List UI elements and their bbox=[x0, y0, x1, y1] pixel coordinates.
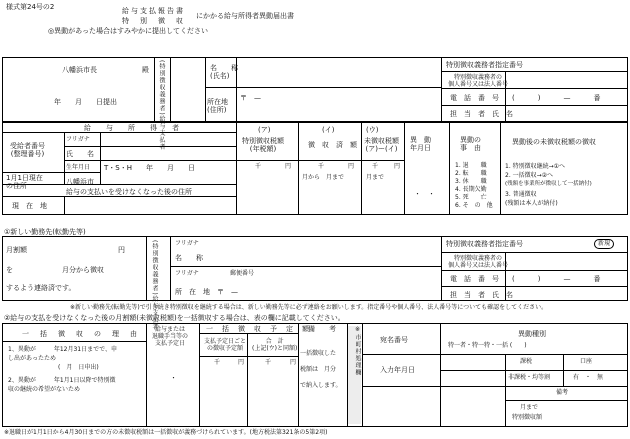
name-label: 氏 名 bbox=[66, 150, 94, 158]
dob-label: 生年月日 bbox=[66, 164, 91, 171]
lump-reason-header: 一 括 徴 収 の 理 由 bbox=[22, 330, 139, 338]
plan-b-sen: 千 bbox=[265, 359, 272, 366]
reason-5[interactable]: 5. 死 亡 bbox=[455, 194, 487, 201]
lump-reason-1c[interactable]: ( 月 日申出) bbox=[58, 364, 99, 371]
remarks-2: 備考 bbox=[556, 389, 569, 396]
addressee-honorific: 殿 bbox=[142, 66, 149, 74]
from-month-text[interactable]: を 月分から徴収 bbox=[6, 266, 104, 274]
recipient-no-label-2: 宛名番号 bbox=[380, 336, 408, 344]
new-staff-label: 担 当 者 氏 名 bbox=[450, 291, 513, 299]
payer-staff-label: 担 当 者 氏 名 bbox=[450, 110, 513, 118]
city-processing-column: ※市町村処理欄 bbox=[348, 326, 361, 424]
reason-1[interactable]: 1. 退 職 bbox=[455, 162, 487, 169]
payer-postal-mark[interactable]: 〒 — bbox=[240, 94, 261, 102]
amount-b-sen: 千 bbox=[318, 163, 325, 170]
amount-a-label: (ア) bbox=[258, 126, 271, 134]
new-employer-side-label: (特別徴収義務者)給与支払者 bbox=[151, 240, 158, 331]
submit-date[interactable]: 年 月 日提出 bbox=[54, 98, 117, 106]
pay-date-column: 給与または 退職手当等の 支払予定日 bbox=[152, 326, 189, 347]
amount-c-title: 未徴収税額 (ア)ー(イ) bbox=[364, 137, 399, 153]
after-item-3-note: (残額は本人が納付) bbox=[505, 200, 558, 207]
form-number: 様式第24号の2 bbox=[6, 3, 55, 11]
amount-b-label: (イ) bbox=[322, 126, 335, 134]
remarks-text-1: 一括徴収した bbox=[300, 350, 337, 357]
after-item-2[interactable]: 2. 一括徴収→②へ bbox=[505, 172, 554, 179]
special-amount: 特別徴収額 bbox=[512, 414, 543, 421]
new-furigana-label-2: フリガナ bbox=[175, 270, 199, 277]
furigana-label: フリガナ bbox=[66, 136, 90, 143]
plan-b-yen: 円 bbox=[290, 359, 297, 366]
payer-address-label: 所在地 (住所) bbox=[207, 98, 228, 114]
new-phone-label: 電 話 番 号 bbox=[450, 275, 499, 283]
yes-no[interactable]: 有 ・ 無 bbox=[573, 374, 604, 381]
form-flag[interactable]: 非課税・均等割 bbox=[508, 374, 551, 381]
plan-total: 合 計 (上記(ウ)と同額) bbox=[252, 338, 298, 352]
addressee-city: 八幡浜市長 bbox=[62, 66, 97, 74]
after-item-2-note: (残額を事業所が徴収して一括納付) bbox=[505, 181, 592, 187]
payer-side-label: (特別徴収義務者)給与支払者 bbox=[158, 60, 165, 151]
dob-era[interactable]: T・S・H 年 月 日 bbox=[104, 164, 195, 172]
amount-a-yen: 円 bbox=[285, 163, 292, 170]
plan-per-date: 支払予定日ごと の徴収予定額 bbox=[204, 338, 247, 352]
pay-date-dot[interactable]: ・ bbox=[170, 374, 177, 382]
after-item-1[interactable]: 1. 特別徴収継続→①へ bbox=[505, 163, 566, 170]
change-date-dots[interactable]: ・ ・ bbox=[414, 190, 435, 198]
new-name-label: 名 称 bbox=[175, 254, 203, 262]
plan-a-yen: 円 bbox=[238, 359, 245, 366]
reason-4[interactable]: 4. 長期欠勤 bbox=[455, 186, 487, 193]
current-address-label: 現 在 地 bbox=[12, 202, 47, 210]
note-1: ※新しい勤務先(転勤先等)で引き続き特別徴収を継続する場合は、新しい勤務先等に必ず連絡をお願いします。指定番号や個人番号、法人番号等についても確認をしてください。 bbox=[70, 304, 548, 311]
remarks-text-2[interactable]: 税額は 月分 bbox=[300, 366, 337, 373]
remarks-text-3: で納入します。 bbox=[300, 382, 342, 389]
title-suffix: にかかる給与所得者異動届出書 bbox=[196, 12, 294, 20]
title-line1: 給与支払報告書 bbox=[122, 7, 185, 15]
plan-a-sen: 千 bbox=[214, 359, 221, 366]
new-postal-label: 郵便番号 bbox=[230, 270, 255, 277]
change-kind-options[interactable]: 特一者・特一特・一括 ( ) bbox=[448, 342, 527, 349]
amount-c-yen: 円 bbox=[394, 163, 401, 170]
payer-corp-no-label: 特別徴収義務者の 個人番号又は法人番号 bbox=[448, 74, 509, 88]
amount-a-sen: 千 bbox=[255, 163, 262, 170]
collection-period[interactable]: 月から 月まで bbox=[302, 174, 345, 181]
no-pay-address-label: 給与の支払いを受けなくなった後の住所 bbox=[66, 188, 192, 196]
collection-period-end[interactable]: 月まで bbox=[366, 174, 385, 181]
plan-header: 一 括 徴 収 予 定 額 bbox=[206, 325, 310, 333]
payer-phone-format[interactable]: ( ) — 番 bbox=[512, 94, 604, 102]
new-badge: 新規 bbox=[594, 239, 614, 249]
recipient-no-label: 受給者番号 (整理番号) bbox=[10, 142, 45, 158]
reason-3[interactable]: 3. 休 職 bbox=[455, 178, 487, 185]
notice-text: ◎異動があった場合はすみやかに提出してください bbox=[48, 27, 209, 35]
lump-heading: ②給与の支払を受けなくなった後の月割額(未徴収税額)を一括徴収する場合は、表の欄に記載してください。 bbox=[4, 314, 345, 322]
lump-reason-2b: 収の継続の希望がないため bbox=[8, 386, 81, 393]
new-phone-format[interactable]: ( ) — 番 bbox=[512, 275, 604, 283]
amount-c-sen: 千 bbox=[372, 163, 379, 170]
lump-reason-1a[interactable]: 1、異動が 年12月31日までで、申 bbox=[8, 346, 117, 353]
entry-date-label: 入力年月日 bbox=[380, 366, 415, 374]
payer-designation-label: 特別徴収義務者指定番号 bbox=[446, 61, 523, 69]
after-item-3[interactable]: 3. 普通徴収 bbox=[505, 191, 537, 198]
amount-c-label: (ウ) bbox=[366, 126, 379, 134]
title-line2: 特 別 徴 収 bbox=[122, 17, 185, 25]
employee-header: 給 与 所 得 者 bbox=[84, 124, 183, 132]
jan1-address-label: 1月1日現在 の住所 bbox=[6, 174, 43, 190]
payer-name-label: 名 称 (氏名) bbox=[210, 64, 238, 80]
note-2: ※退職日が1月1日から4月30日までの方の未徴収税額は一括徴収が義務づけられています。(地方税法第321条の5第2項) bbox=[4, 429, 328, 436]
amount-b-title: 徴 収 済 額 bbox=[308, 141, 357, 149]
amount-b-yen: 円 bbox=[348, 163, 355, 170]
monthly-amount-label: 月割額 bbox=[6, 246, 27, 254]
jan1-city: 八幡浜市 bbox=[66, 178, 94, 186]
new-designation-label: 特別徴収義務者指定番号 bbox=[446, 240, 523, 248]
change-reason-label: 異動の 事 由 bbox=[460, 136, 481, 152]
lump-reason-2a[interactable]: 2、異動が 年1月1日以降で特別徴 bbox=[8, 377, 116, 384]
taxation-label: 課税 bbox=[520, 358, 533, 365]
from-month-2[interactable]: 月まで bbox=[520, 404, 539, 411]
monthly-amount-yen: 円 bbox=[118, 246, 125, 254]
payer-phone-label: 電 話 番 号 bbox=[450, 94, 499, 102]
new-furigana-label: フリガナ bbox=[175, 240, 199, 247]
contact-text: するよう連絡済です。 bbox=[6, 284, 76, 292]
account-label: 口座 bbox=[580, 358, 593, 365]
new-employer-heading: ①新しい勤務先(転勤先等) bbox=[4, 228, 86, 236]
reason-2[interactable]: 2. 転 職 bbox=[455, 170, 487, 177]
new-corp-no-label: 特別徴収義務者の 個人番号又は法人番号 bbox=[448, 255, 509, 269]
change-date-label: 異 動 年月日 bbox=[410, 136, 431, 152]
lump-reason-1b: し出があったため bbox=[8, 355, 56, 362]
new-address-label[interactable]: 所 在 地 〒 — bbox=[175, 288, 238, 296]
amount-a-title: 特別徴収税額 (年税額) bbox=[242, 137, 284, 153]
after-change-label: 異動後の未徴収税額の徴収 bbox=[512, 138, 596, 146]
change-kind-label: 異動種別 bbox=[518, 330, 546, 338]
remarks-header: 備 考 bbox=[308, 325, 336, 333]
reason-6[interactable]: 6. そ の 他 bbox=[455, 202, 493, 209]
